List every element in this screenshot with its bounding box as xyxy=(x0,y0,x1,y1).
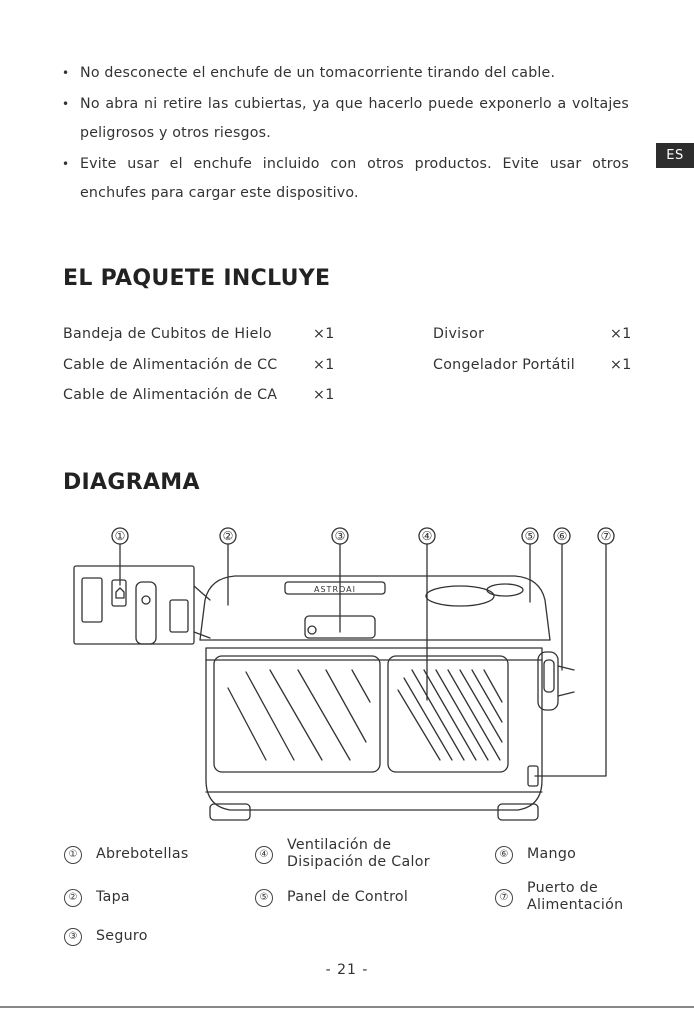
bullet-text: Evite usar el enchufe incluido con otros productos. Evite usar otros enchufes para cargar este dispositivo. xyxy=(80,156,629,201)
legend-number: ⑤ xyxy=(255,889,273,907)
package-heading: EL PAQUETE INCLUYE xyxy=(63,266,331,291)
package-item-qty: ×1 xyxy=(610,357,632,373)
bullet-marker: • xyxy=(62,97,70,111)
package-item-qty: ×1 xyxy=(313,357,335,373)
legend-label: Seguro xyxy=(96,928,148,944)
callout-number: ② xyxy=(222,529,234,543)
legend-number: ⑥ xyxy=(495,846,513,864)
callout-number: ⑦ xyxy=(600,529,612,543)
bullet-text: No abra ni retire las cubiertas, ya que hacerlo puede exponerlo a voltajes peligrosos y otros riesgos. xyxy=(80,96,629,141)
legend-number: ④ xyxy=(255,846,273,864)
package-item-qty: ×1 xyxy=(313,387,335,403)
cooler-diagram xyxy=(60,520,640,835)
brand-logo: ASTROAI xyxy=(314,585,356,594)
callout-number: ④ xyxy=(421,529,433,543)
bullet-marker: • xyxy=(62,66,70,80)
legend-number: ③ xyxy=(64,928,82,946)
package-item-name: Cable de Alimentación de CA xyxy=(63,387,278,403)
page-number: - 21 - xyxy=(325,962,369,978)
legend-label: Tapa xyxy=(96,889,130,905)
legend-label: Mango xyxy=(527,846,577,862)
callout-number: ⑤ xyxy=(524,529,536,543)
page-bottom-rule xyxy=(0,1006,694,1008)
callout-number: ③ xyxy=(334,529,346,543)
legend-label: Panel de Control xyxy=(287,889,409,905)
package-item-name: Congelador Portátil xyxy=(433,357,575,373)
callout-number: ⑥ xyxy=(556,529,568,543)
package-item-name: Divisor xyxy=(433,326,485,342)
package-item-qty: ×1 xyxy=(610,326,632,342)
package-item-name: Bandeja de Cubitos de Hielo xyxy=(63,326,272,342)
left-vent-slots xyxy=(228,670,370,760)
legend-label: Abrebotellas xyxy=(96,846,189,862)
legend-number: ① xyxy=(64,846,82,864)
bullet-marker: • xyxy=(62,157,70,171)
heat-vent-grid xyxy=(398,670,502,760)
package-item-name: Cable de Alimentación de CC xyxy=(63,357,278,373)
diagram-heading: DIAGRAMA xyxy=(63,470,200,495)
legend-number: ② xyxy=(64,889,82,907)
legend-number: ⑦ xyxy=(495,889,513,907)
callout-number: ① xyxy=(114,529,126,543)
bullet-text: No desconecte el enchufe de un tomacorriente tirando del cable. xyxy=(80,65,556,81)
package-item-qty: ×1 xyxy=(313,326,335,342)
language-tab: ES xyxy=(656,143,694,168)
legend-label: Ventilación de Disipación de Calor xyxy=(287,837,430,870)
legend-label: Puerto de Alimentación xyxy=(527,880,624,913)
